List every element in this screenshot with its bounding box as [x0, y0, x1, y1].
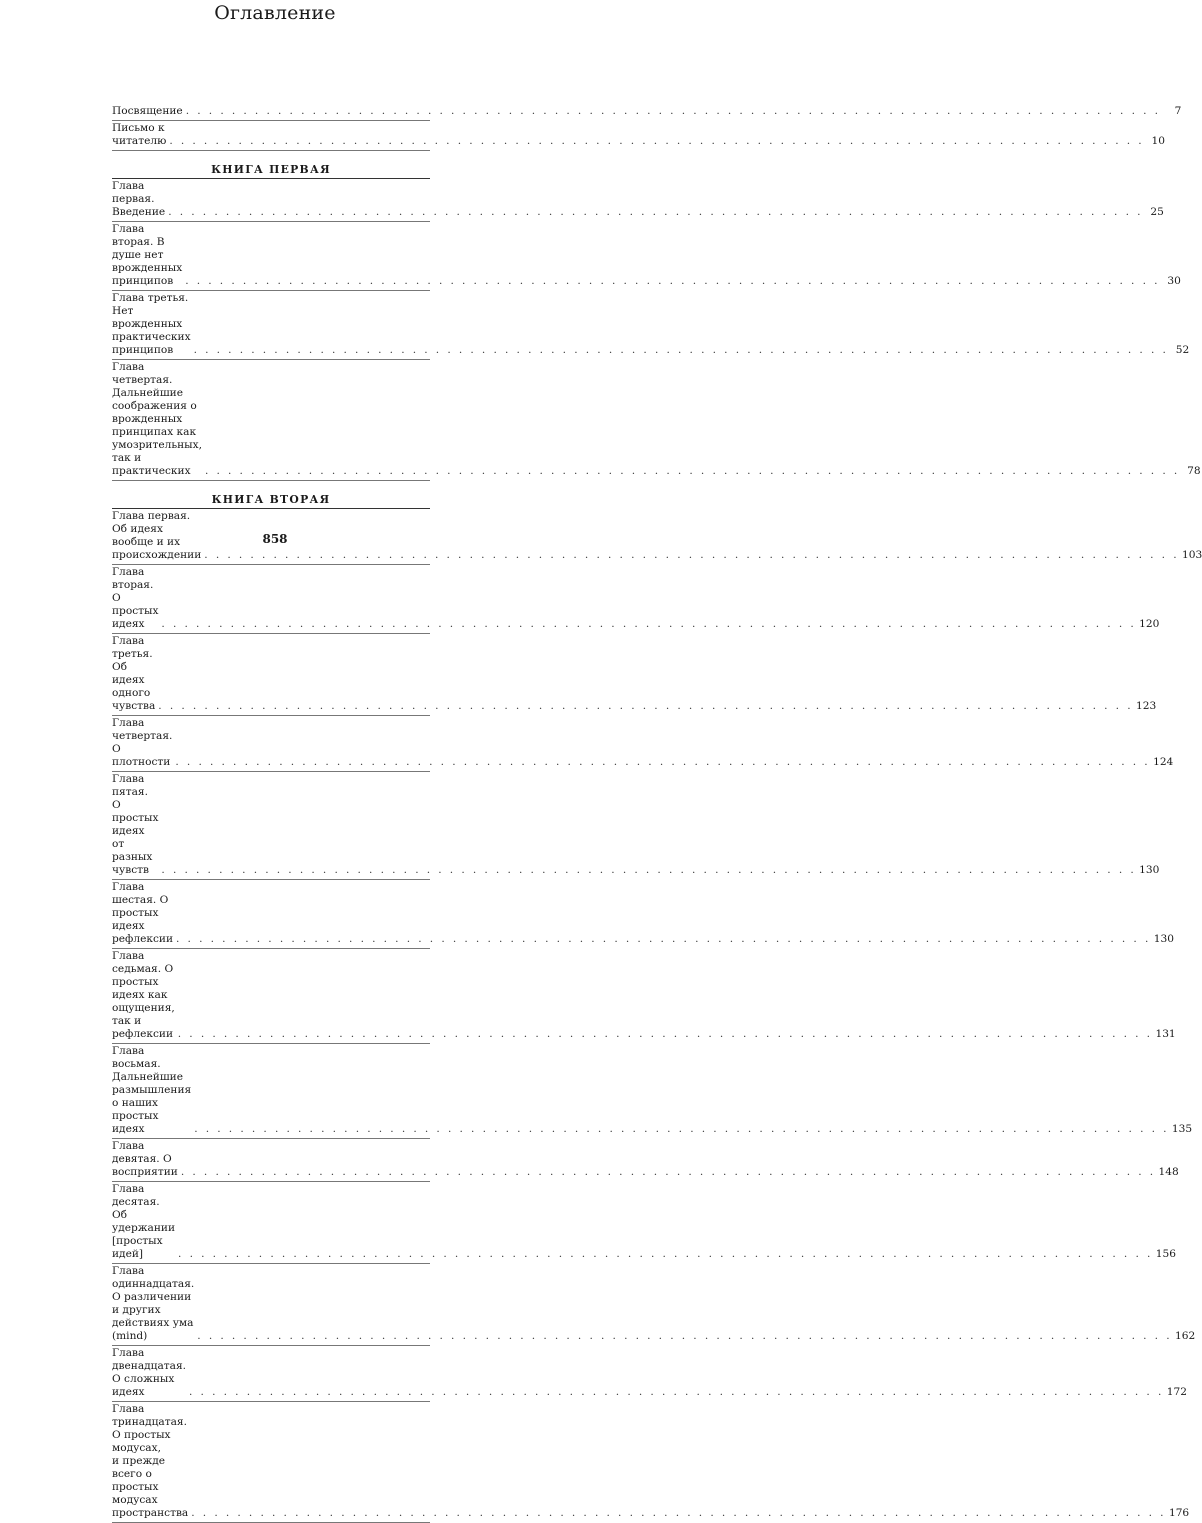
dot-leader — [194, 344, 1169, 357]
toc-page-number: 130 — [1139, 864, 1160, 876]
toc-entry-line: Глава третья. Нет врожденных практических принципов — [112, 292, 191, 356]
toc-page-number: 124 — [1153, 756, 1174, 768]
toc-entry-line: Глава четвертая. О плотности — [112, 717, 173, 768]
toc-entry — [112, 121, 1166, 151]
toc-entry-line: Глава седьмая. О простых идеях как ощущения, — [112, 950, 175, 1014]
dot-leader — [205, 465, 1180, 478]
toc-entry — [112, 716, 1174, 772]
toc-page-number: 176 — [1168, 1507, 1190, 1519]
toc-entry — [112, 634, 1157, 716]
toc-entry-title — [112, 292, 191, 357]
toc-entry — [112, 179, 1164, 222]
toc-page-number: 25 — [1150, 206, 1164, 218]
dot-leader — [176, 933, 1151, 946]
toc-entry-line: Посвящение — [112, 105, 183, 117]
toc-entry — [112, 1044, 1193, 1139]
spacer — [112, 151, 430, 161]
toc-page-number: 30 — [1167, 275, 1181, 287]
dot-leader — [189, 1386, 1164, 1399]
toc-page-number: 162 — [1174, 1330, 1196, 1342]
toc-entry-line: Глава тринадцатая. О простых модусах, — [112, 1403, 187, 1454]
toc-entry-title — [112, 881, 173, 946]
dot-leader — [169, 135, 1144, 148]
dot-leader — [178, 1248, 1153, 1261]
toc-entry-title — [112, 773, 158, 877]
toc-entry-title — [112, 223, 182, 288]
toc-entry-title — [112, 1183, 175, 1261]
toc-entry-line: и других действиях ума (mind) — [112, 1304, 194, 1342]
dot-leader — [178, 1028, 1153, 1041]
toc-entry-line: Глава девятая. О восприятии — [112, 1140, 178, 1178]
toc-entry-line: Глава шестая. О простых идеях рефлексии — [112, 881, 174, 945]
spacer — [112, 481, 430, 491]
page-title: Оглавление — [214, 2, 336, 24]
toc-entry-title — [112, 1265, 194, 1343]
toc-entry — [112, 949, 1176, 1044]
toc-entry-line: принципах как умозрительных, так и практических — [112, 426, 202, 477]
toc-entry-line: Письмо к читателю — [112, 122, 167, 147]
toc-entry-line: Глава четвертая. Дальнейшие соображения о врожденных — [112, 361, 197, 425]
toc-entry-line: Глава одиннадцатая. О различении — [112, 1265, 195, 1303]
toc-entry-title — [112, 1403, 188, 1520]
toc-entry-title — [112, 566, 158, 631]
toc-entry — [112, 880, 1174, 949]
toc-entry-line: Глава вторая. О простых идеях — [112, 566, 159, 630]
book-two-heading: КНИГА ВТОРАЯ — [112, 491, 430, 509]
dot-leader — [175, 756, 1150, 769]
toc-page-number: 131 — [1155, 1028, 1176, 1040]
toc-entry-line: Глава десятая. Об удержании [простых идей] — [112, 1183, 176, 1260]
toc-page-number: 103 — [1181, 549, 1202, 561]
toc-entry — [112, 360, 1201, 481]
front-matter-list — [112, 104, 1182, 151]
toc-entry-line: Глава пятая. О простых идеях от разных чувств — [112, 773, 159, 876]
toc-entry — [112, 222, 1181, 291]
toc-entry-line: Глава восьмая. Дальнейшие размышления — [112, 1045, 192, 1096]
toc-entry — [112, 1264, 1196, 1346]
dot-leader — [185, 275, 1160, 288]
toc-entry-line: Глава третья. Об идеях одного чувства — [112, 635, 156, 712]
toc-page-number: 148 — [1158, 1166, 1179, 1178]
dot-leader — [158, 700, 1133, 713]
toc-entry-title — [112, 635, 155, 713]
toc-entry — [112, 104, 1182, 121]
toc-page-number: 120 — [1139, 618, 1160, 630]
toc-entry-line: Глава двенадцатая. О сложных идеях — [112, 1347, 187, 1398]
book-one-list — [112, 179, 1201, 481]
toc-entry-line: Глава вторая. В душе нет врожденных принципов — [112, 223, 183, 287]
dot-leader — [161, 618, 1136, 631]
toc-entry-title — [112, 122, 166, 148]
toc-entry-title — [112, 361, 202, 478]
toc-entry-title — [112, 180, 165, 219]
toc-entry-line: Глава первая. Введение — [112, 180, 166, 218]
dot-leader — [204, 549, 1179, 562]
toc-entry-line: так и рефлексии — [112, 1015, 174, 1040]
toc-page-number: 7 — [1174, 105, 1182, 117]
toc-entry-title — [112, 950, 175, 1041]
toc-page-number: 130 — [1153, 933, 1174, 945]
toc-entry — [112, 1139, 1179, 1182]
book-one-heading: КНИГА ПЕРВАЯ — [112, 161, 430, 179]
toc-page-number: 52 — [1175, 344, 1190, 356]
toc-entry — [112, 1182, 1176, 1264]
toc-entry-title — [112, 717, 172, 769]
dot-leader — [197, 1330, 1172, 1343]
toc-page-number: 135 — [1171, 1123, 1193, 1135]
dot-leader — [191, 1507, 1166, 1520]
toc-entry-title — [112, 1347, 186, 1399]
table-of-contents — [112, 104, 1202, 1523]
toc-entry — [112, 291, 1190, 360]
toc-page-number: 123 — [1135, 700, 1157, 712]
toc-entry-line: Глава первая. Об идеях вообще и их происхождении — [112, 510, 202, 561]
dot-leader — [168, 206, 1143, 219]
toc-page-number: 172 — [1166, 1386, 1187, 1398]
toc-entry-title — [112, 1140, 178, 1179]
dot-leader — [181, 1166, 1156, 1179]
toc-entry-title — [112, 1045, 191, 1136]
toc-entry-line: и прежде всего о простых модусах пространства — [112, 1455, 189, 1519]
toc-entry — [112, 565, 1160, 634]
toc-page-number: 78 — [1187, 465, 1201, 477]
dot-leader — [194, 1123, 1169, 1136]
dot-leader — [161, 864, 1136, 877]
dot-leader — [186, 105, 1161, 118]
toc-entry — [112, 1346, 1187, 1402]
book-two-list — [112, 509, 1202, 1523]
toc-entry-title — [112, 105, 183, 118]
toc-entry — [112, 772, 1160, 880]
toc-page-number: 156 — [1155, 1248, 1176, 1260]
toc-entry-line: о наших простых идеях — [112, 1097, 159, 1135]
page-number: 858 — [262, 532, 288, 546]
toc-page-number: 10 — [1151, 135, 1166, 147]
toc-entry — [112, 1402, 1190, 1523]
